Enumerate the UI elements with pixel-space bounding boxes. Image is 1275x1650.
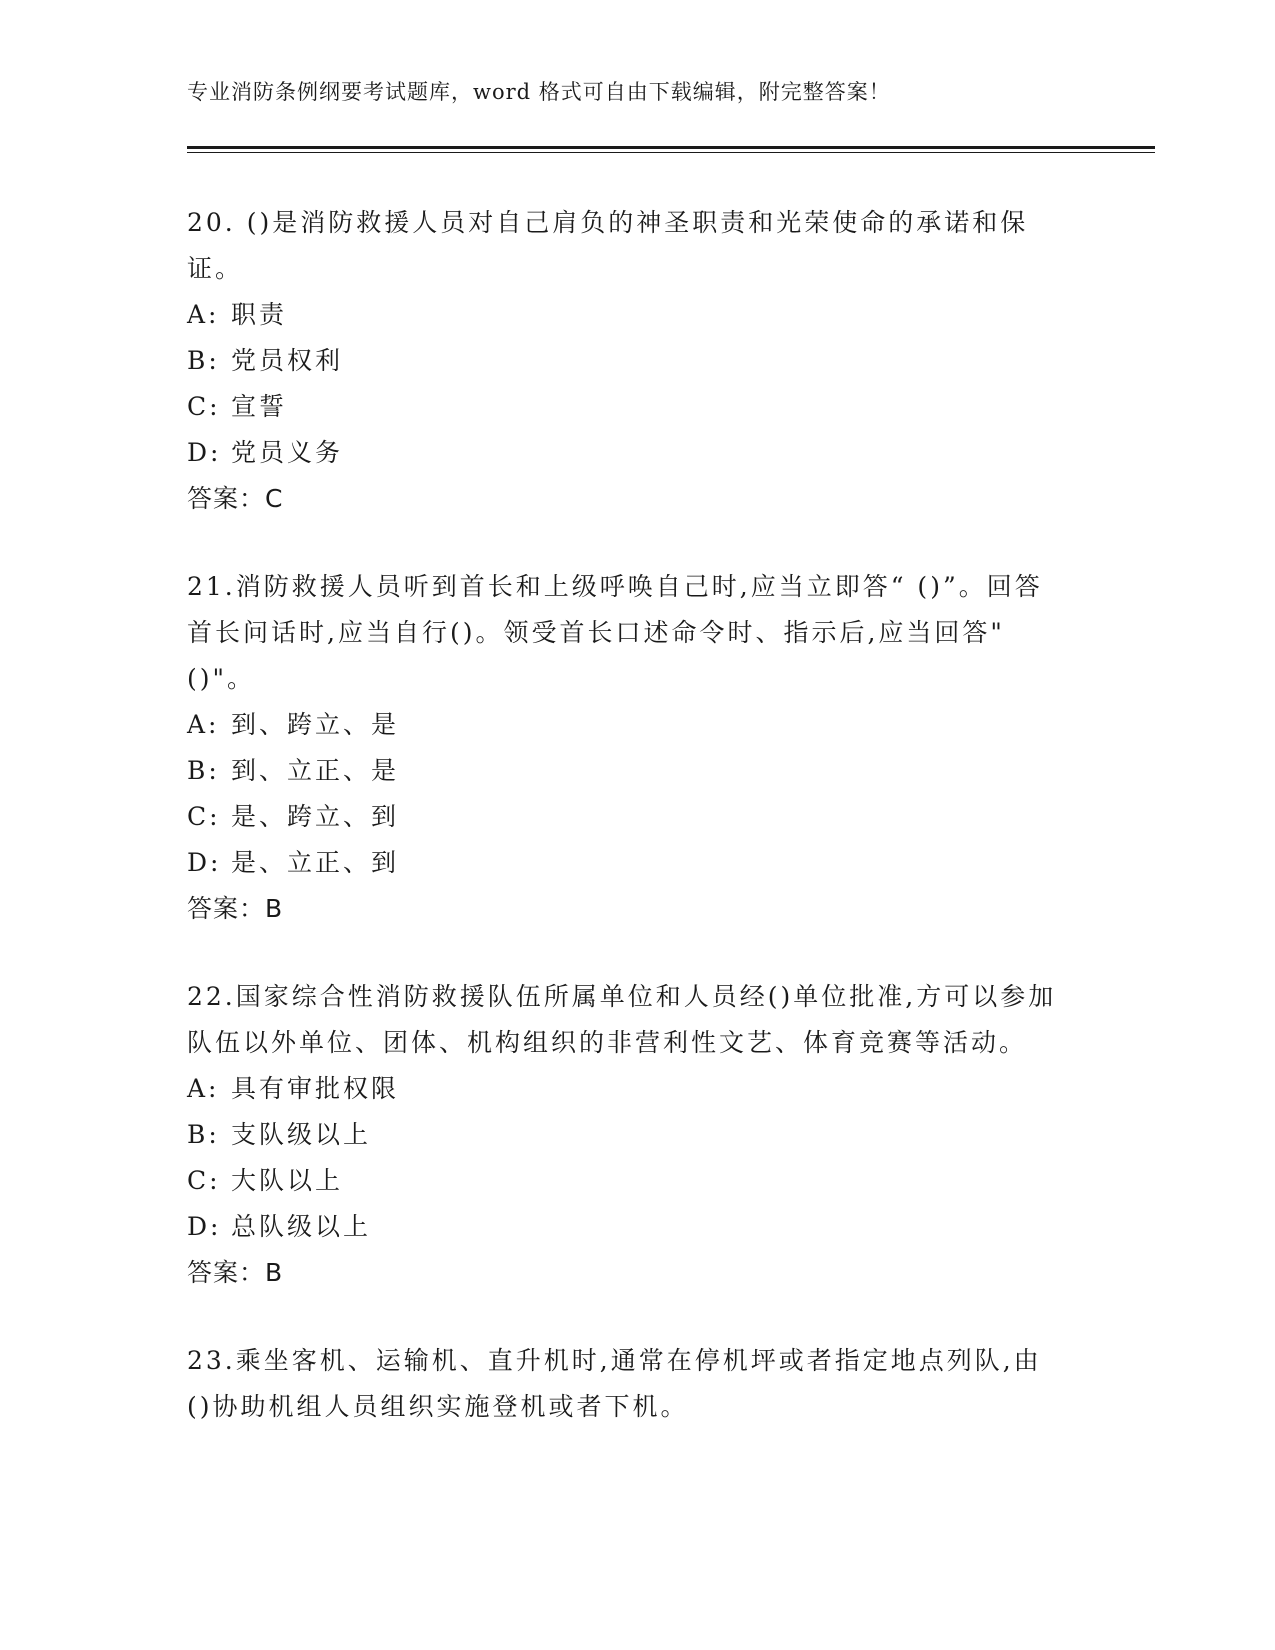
option-text: 职责 <box>231 300 288 329</box>
question-text: 23.乘坐客机、运输机、直升机时,通常在停机坪或者指定地点列队,由()协助机组人员组织实施登机或者下机。 <box>187 1346 1042 1421</box>
option-key: B: <box>187 346 220 375</box>
option-key: C: <box>187 802 221 831</box>
option-key: A: <box>187 710 220 739</box>
option-d <box>187 1204 1067 1250</box>
question-list <box>187 200 1067 1472</box>
option-d <box>187 430 1067 476</box>
option-key: D: <box>187 438 222 467</box>
option-key: D: <box>187 1212 222 1241</box>
question-23 <box>187 1338 1067 1430</box>
option-b <box>187 1112 1067 1158</box>
option-c <box>187 1158 1067 1204</box>
option-key: D: <box>187 848 222 877</box>
question-text: 20. ()是消防救援人员对自己肩负的神圣职责和光荣使命的承诺和保证。 <box>187 208 1029 283</box>
document-header: 专业消防条例纲要考试题库，word 格式可自由下载编辑，附完整答案！ <box>187 80 891 104</box>
option-list <box>187 1066 1067 1250</box>
option-c <box>187 384 1067 430</box>
question-22 <box>187 974 1067 1296</box>
question-21 <box>187 564 1067 932</box>
question-text: 22.国家综合性消防救援队伍所属单位和人员经()单位批准,方可以参加队伍以外单位、团体、机构组织的非营利性文艺、体育竞赛等活动。 <box>187 982 1057 1057</box>
option-text: 党员义务 <box>231 438 344 467</box>
option-list <box>187 292 1067 476</box>
option-key: B: <box>187 1120 220 1149</box>
answer-line: 答案：B <box>187 894 284 923</box>
option-c <box>187 794 1067 840</box>
option-a <box>187 292 1067 338</box>
question-20 <box>187 200 1067 522</box>
option-b <box>187 748 1067 794</box>
option-text: 具有审批权限 <box>231 1074 400 1103</box>
option-key: A: <box>187 300 220 329</box>
option-list <box>187 702 1067 886</box>
header-rule-thin <box>187 152 1155 153</box>
option-key: C: <box>187 1166 221 1195</box>
question-text: 21.消防救援人员听到首长和上级呼唤自己时,应当立即答“ ()”。回答首长问话时,应当自行()。领受首长口述命令时、指示后,应当回答"()"。 <box>187 572 1043 693</box>
option-text: 是、跨立、到 <box>231 802 400 831</box>
option-a <box>187 702 1067 748</box>
option-text: 到、立正、是 <box>231 756 400 785</box>
option-key: A: <box>187 1074 220 1103</box>
header-rule-thick <box>187 146 1155 149</box>
option-text: 总队级以上 <box>231 1212 372 1241</box>
option-text: 党员权利 <box>231 346 344 375</box>
option-text: 支队级以上 <box>231 1120 372 1149</box>
answer-line: 答案：B <box>187 1258 284 1287</box>
option-key: C: <box>187 392 221 421</box>
option-key: B: <box>187 756 220 785</box>
option-text: 宣誓 <box>231 392 288 421</box>
option-text: 到、跨立、是 <box>231 710 400 739</box>
answer-line: 答案：C <box>187 484 284 513</box>
option-text: 大队以上 <box>231 1166 344 1195</box>
option-d <box>187 840 1067 886</box>
option-text: 是、立正、到 <box>231 848 400 877</box>
option-b <box>187 338 1067 384</box>
option-a <box>187 1066 1067 1112</box>
